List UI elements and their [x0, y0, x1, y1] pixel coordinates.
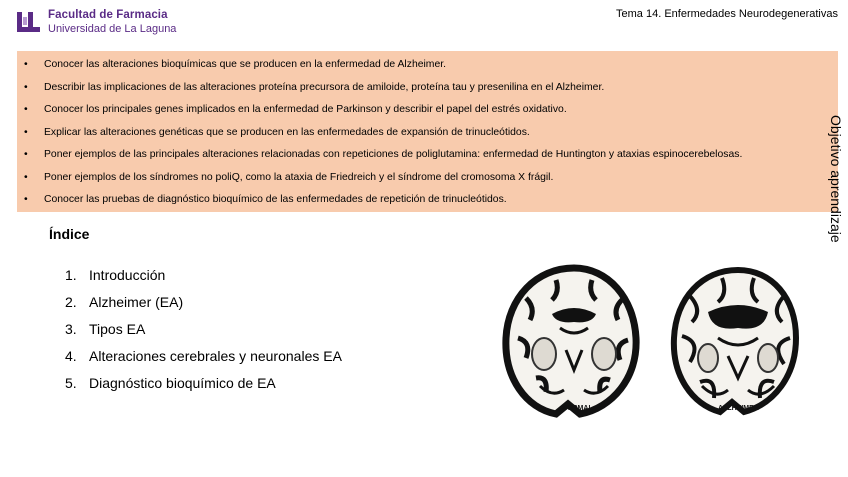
bullet: •: [24, 126, 28, 138]
index-label: Alteraciones cerebrales y neuronales EA: [89, 348, 342, 364]
index-label: Tipos EA: [89, 321, 146, 337]
index-number: 3.: [65, 321, 77, 337]
topic-title: Tema 14. Enfermedades Neurodegenerativas: [616, 8, 838, 20]
objective-text: Poner ejemplos de las principales alteraciones relacionadas con repeticiones de poliglutamina: enfermedad de Huntington y ataxias espinocerebelosas.: [44, 149, 743, 160]
objective-text: Explicar las alteraciones genéticas que se producen en las enfermedades de expansión de trinucleótidos.: [44, 126, 530, 138]
logo-line-1: Facultad de Farmacia: [48, 9, 168, 21]
bullet: •: [24, 81, 28, 93]
index-item: [65, 374, 342, 401]
normal-brain-section: [506, 268, 636, 414]
logo-line-2: Universidad de La Laguna: [48, 22, 177, 35]
index-number: 5.: [65, 375, 77, 391]
index-item: [65, 293, 342, 320]
bullet: •: [24, 171, 28, 183]
index-item: [65, 266, 342, 293]
index-label: Diagnóstico bioquímico de EA: [89, 375, 276, 391]
objective-text: Conocer las pruebas de diagnóstico bioquímico de las enfermedades de repetición de trinucleótidos.: [44, 194, 507, 205]
bullet: •: [24, 149, 28, 160]
objective-text: Describir las implicaciones de las alteraciones proteína precursora de amiloide, proteína tau y presenilina en el Alzheimer.: [44, 81, 605, 93]
normal-label: NORMAL: [562, 405, 593, 412]
bullet: •: [24, 104, 28, 115]
faculty-logo-icon: [16, 11, 42, 33]
index-item: [65, 347, 342, 374]
index-label: Introducción: [89, 267, 166, 283]
index-number: 4.: [65, 348, 77, 364]
index-number: 1.: [65, 267, 77, 283]
faculty-logo: [16, 10, 176, 35]
index-number: 2.: [65, 294, 77, 310]
objectives-side-label: Objetivo aprendizaje: [828, 115, 844, 243]
objective-text: Poner ejemplos de los síndromes no poliQ, como la ataxia de Friedreich y el síndrome del cromosoma X frágil.: [44, 171, 554, 183]
index-list: [65, 266, 342, 401]
brain-comparison-image: [496, 258, 816, 426]
index-label: Alzheimer (EA): [89, 294, 184, 310]
alzheimer-label: ALZHEIMER: [718, 405, 759, 412]
bullet: •: [24, 194, 28, 205]
bullet: •: [24, 59, 28, 70]
index-item: [65, 320, 342, 347]
alzheimer-brain-section: [674, 270, 796, 412]
objective-text: Conocer los principales genes implicados en la enfermedad de Parkinson y describir el papel del estrés oxidativo.: [44, 104, 567, 115]
objective-text: Conocer las alteraciones bioquímicas que se producen en la enfermedad de Alzheimer.: [44, 59, 447, 70]
index-heading: Índice: [49, 226, 90, 242]
